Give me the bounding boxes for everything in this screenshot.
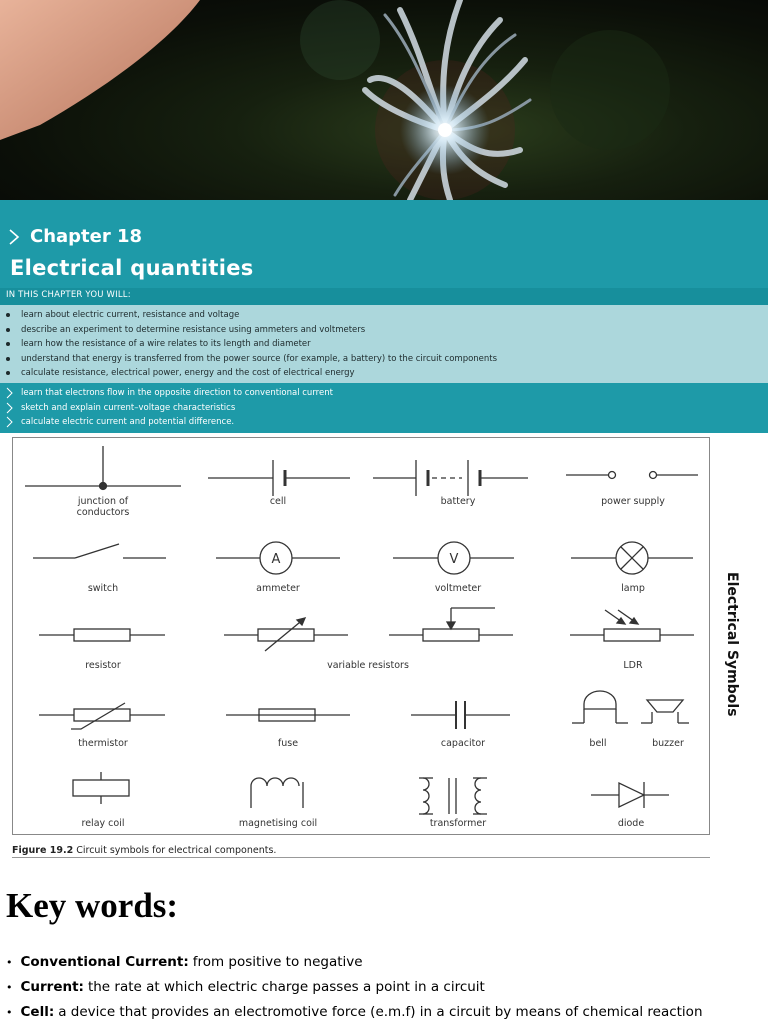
label-cell: cell [269, 496, 287, 507]
caption-divider [12, 857, 710, 858]
list-item: learn about electric current, resistance and voltage [6, 308, 768, 323]
buzzer-symbol [641, 700, 689, 723]
list-item: sketch and explain current–voltage characteristics [6, 401, 768, 416]
label-diode: diode [617, 818, 645, 829]
figure-number: Figure 19.2 [12, 845, 74, 856]
bullet-icon: • [6, 981, 13, 994]
list-item: calculate electric current and potential difference. [6, 415, 768, 430]
transformer-symbol [419, 778, 487, 814]
label-ammeter: ammeter [256, 583, 300, 594]
variable-resistor-2-symbol [389, 608, 513, 641]
chevron-right-icon [6, 416, 13, 428]
relay-coil-symbol [73, 772, 129, 804]
core-objectives [0, 305, 768, 383]
label-relay-coil: relay coil [81, 818, 125, 829]
extended-objectives [0, 383, 768, 433]
power-supply-symbol [566, 472, 698, 479]
figure-caption [12, 845, 276, 856]
switch-symbol [33, 544, 166, 558]
list-item: learn how the resistance of a wire relates to its length and diameter [6, 337, 768, 352]
label-thermistor: thermistor [78, 738, 128, 749]
list-item: describe an experiment to determine resistance using ammeters and voltmeters [6, 323, 768, 338]
junction-symbol [25, 446, 181, 490]
hero-photo [0, 0, 768, 200]
list-item: understand that energy is transferred from the power source (for example, a battery) to the circuit components [6, 352, 768, 367]
label-battery: battery [440, 496, 476, 507]
label-capacitor: capacitor [440, 738, 486, 749]
ldr-symbol [570, 610, 694, 641]
circuit-symbols-figure [12, 437, 710, 835]
fuse-symbol [226, 709, 350, 721]
label-switch: switch [87, 583, 119, 594]
capacitor-symbol [411, 701, 510, 729]
magnetising-coil-symbol [251, 778, 303, 808]
diode-symbol [591, 782, 669, 808]
list-item: calculate resistance, electrical power, energy and the cost of electrical energy [6, 366, 768, 381]
label-buzzer: buzzer [652, 738, 684, 749]
bell-symbol [572, 691, 628, 723]
list-item: • Conventional Current: from positive to negative [6, 950, 703, 975]
chevron-right-icon [6, 402, 13, 414]
list-item: • Current: the rate at which electric charge passes a point in a circuit [6, 975, 703, 1000]
cell-symbol [208, 460, 350, 496]
in-this-chapter-heading: IN THIS CHAPTER YOU WILL: [0, 288, 768, 305]
chevron-right-icon [6, 387, 13, 399]
bullet-icon [6, 371, 10, 375]
bullet-icon: • [6, 1006, 13, 1019]
label-junction: junction of conductors [76, 496, 130, 518]
bullet-icon: • [6, 956, 13, 969]
label-voltmeter: voltmeter [434, 583, 482, 594]
side-title: Electrical Symbols [724, 572, 740, 717]
key-words-list [6, 950, 703, 1024]
label-lamp: lamp [621, 583, 645, 594]
list-item: learn that electrons flow in the opposite direction to conventional current [6, 386, 768, 401]
label-magnetising-coil: magnetising coil [238, 818, 318, 829]
label-bell: bell [589, 738, 607, 749]
label-variable-resistors: variable resistors [327, 660, 409, 671]
bullet-icon [6, 357, 10, 361]
bullet-icon [6, 313, 10, 317]
voltmeter-letter: V [449, 552, 459, 567]
plasma-wires-illustration [0, 0, 768, 200]
chapter-label [8, 226, 142, 247]
chapter-number: Chapter 18 [30, 226, 143, 247]
bullet-icon [6, 328, 10, 332]
ammeter-letter: A [271, 552, 281, 567]
list-item: • Cell: a device that provides an electromotive force (e.m.f) in a circuit by means of chemical reaction [6, 1000, 703, 1024]
battery-symbol [373, 460, 528, 496]
resistor-symbol [39, 629, 165, 641]
label-ldr: LDR [623, 660, 643, 671]
variable-resistor-1-symbol [224, 618, 348, 651]
label-resistor: resistor [85, 660, 121, 671]
thermistor-symbol [39, 703, 165, 729]
chevron-right-icon [8, 229, 20, 245]
label-fuse: fuse [277, 738, 299, 749]
label-transformer: transformer [429, 818, 487, 829]
key-words-heading: Key words: [6, 886, 179, 925]
figure-caption-text: Circuit symbols for electrical components. [76, 845, 277, 856]
chapter-title: Electrical quantities [10, 256, 254, 280]
lamp-symbol [571, 542, 693, 574]
bullet-icon [6, 342, 10, 346]
label-power-supply: power supply [601, 496, 665, 507]
